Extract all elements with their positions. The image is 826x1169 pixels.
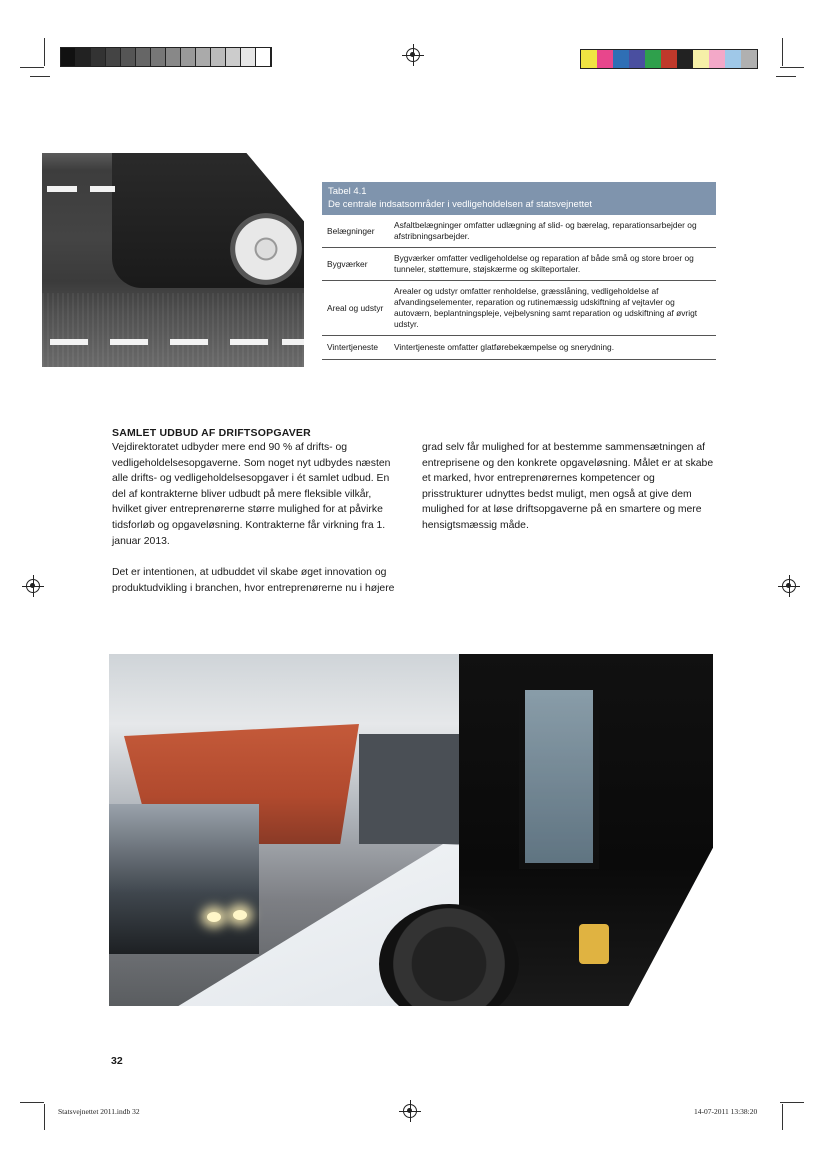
color-swatch (677, 50, 693, 68)
road-marking (110, 339, 148, 345)
registration-mark-icon (403, 1104, 417, 1118)
road-marking (230, 339, 268, 345)
table-number: Tabel 4.1 (328, 186, 367, 197)
section-heading: SAMLET UDBUD AF DRIFTSOPGAVER (112, 427, 311, 439)
color-swatch (741, 50, 757, 68)
loader-logo (579, 924, 609, 964)
crop-mark (20, 67, 44, 68)
color-swatch (725, 50, 741, 68)
row-label: Vintertjeneste (327, 342, 379, 352)
table-4-1 (322, 182, 716, 360)
color-swatch (661, 50, 677, 68)
table-title: De centrale indsatsområder i vedligeholdelsen af statsvejnettet (328, 199, 593, 210)
print-timestamp: 14-07-2011 13:38:20 (694, 1107, 758, 1116)
color-swatch (613, 50, 629, 68)
row-label: Areal og udstyr (327, 302, 384, 313)
crop-mark (782, 1104, 783, 1130)
paragraph: Vejdirektoratet udbyder mere end 90 % af drifts- og vedligeholdelsesopgaverne. Som noget nyt udbydes næsten alle drifts- og vedligeholdelsesopgaver i ét samlet udbud. En del af kontrakterne bliver udbudt på mere fleksible vilkår, hvilket giver entreprenørerne større mulighed for at påvirke tidsforløb og opgaveløsning. Kontrakterne får virkning fra 1. januar 2013. (112, 442, 391, 547)
road-photo (42, 153, 304, 367)
row-label: Bygværker (327, 258, 368, 269)
crop-mark (20, 1102, 44, 1103)
row-text: Asfaltbelægninger omfatter udlægning af slid- og bærelag, reparationsarbejder og afstribningsarbejder. (394, 220, 697, 241)
text-column-left (112, 440, 402, 612)
table-row (322, 336, 716, 360)
text-column-right (422, 440, 714, 550)
page-number: 32 (111, 1055, 123, 1067)
crop-mark (780, 67, 804, 68)
car-wheel (230, 213, 302, 285)
table-row (322, 248, 716, 281)
grayscale-bar (60, 47, 272, 67)
crop-mark (780, 1102, 804, 1103)
row-text: Arealer og udstyr omfatter renholdelse, græsslåning, vedligeholdelse af afvandingselementer, reparation og rutinemæssig udskiftning af vejtavler og autoværn, beplantningspleje, vejbelysning samt reparation og udskiftning af øvrigt udstyr. (394, 286, 698, 329)
crop-mark (30, 76, 50, 77)
truck (109, 804, 259, 954)
paragraph: Det er intentionen, at udbuddet vil skabe øget innovation og produktudvikling i branchen, hvor entreprenørerne nu i højere (112, 567, 395, 594)
road-marking (282, 339, 304, 345)
crop-mark (782, 38, 783, 66)
color-swatch (629, 50, 645, 68)
table-row (322, 281, 716, 336)
road-marking (170, 339, 208, 345)
road-marking (50, 339, 88, 345)
crop-mark (776, 76, 796, 77)
color-swatch (709, 50, 725, 68)
row-text: Vintertjeneste omfatter glatførebekæmpelse og snerydning. (394, 342, 615, 352)
color-swatch (645, 50, 661, 68)
paragraph: grad selv får mulighed for at bestemme sammensætningen af entreprisene og den konkrete opgaveløsning. Målet er at skabe et marked, hvor entreprenørernes kompetencer og prisstrukturer udnyttes bedst muligt, men også at give dem mulighed for at løse driftsopgaverne på en smartere og mere hensigtsmæssig måde. (422, 442, 714, 531)
color-swatch (597, 50, 613, 68)
color-swatch (581, 50, 597, 68)
color-bar (580, 49, 758, 69)
salt-truck-photo (109, 654, 713, 1006)
crop-mark (44, 1104, 45, 1130)
registration-mark-icon (406, 48, 420, 62)
table-row (322, 215, 716, 248)
registration-mark-icon (26, 579, 40, 593)
table-header (322, 182, 716, 215)
print-slug: Statsvejnettet 2011.indb 32 (58, 1107, 140, 1116)
color-swatch (693, 50, 709, 68)
crop-mark (44, 38, 45, 66)
row-label: Belægninger (327, 225, 375, 236)
row-text: Bygværker omfatter vedligeholdelse og reparation af både små og store broer og tunneler, støttemure, støjskærme og skilteportaler. (394, 253, 694, 274)
registration-mark-icon (782, 579, 796, 593)
